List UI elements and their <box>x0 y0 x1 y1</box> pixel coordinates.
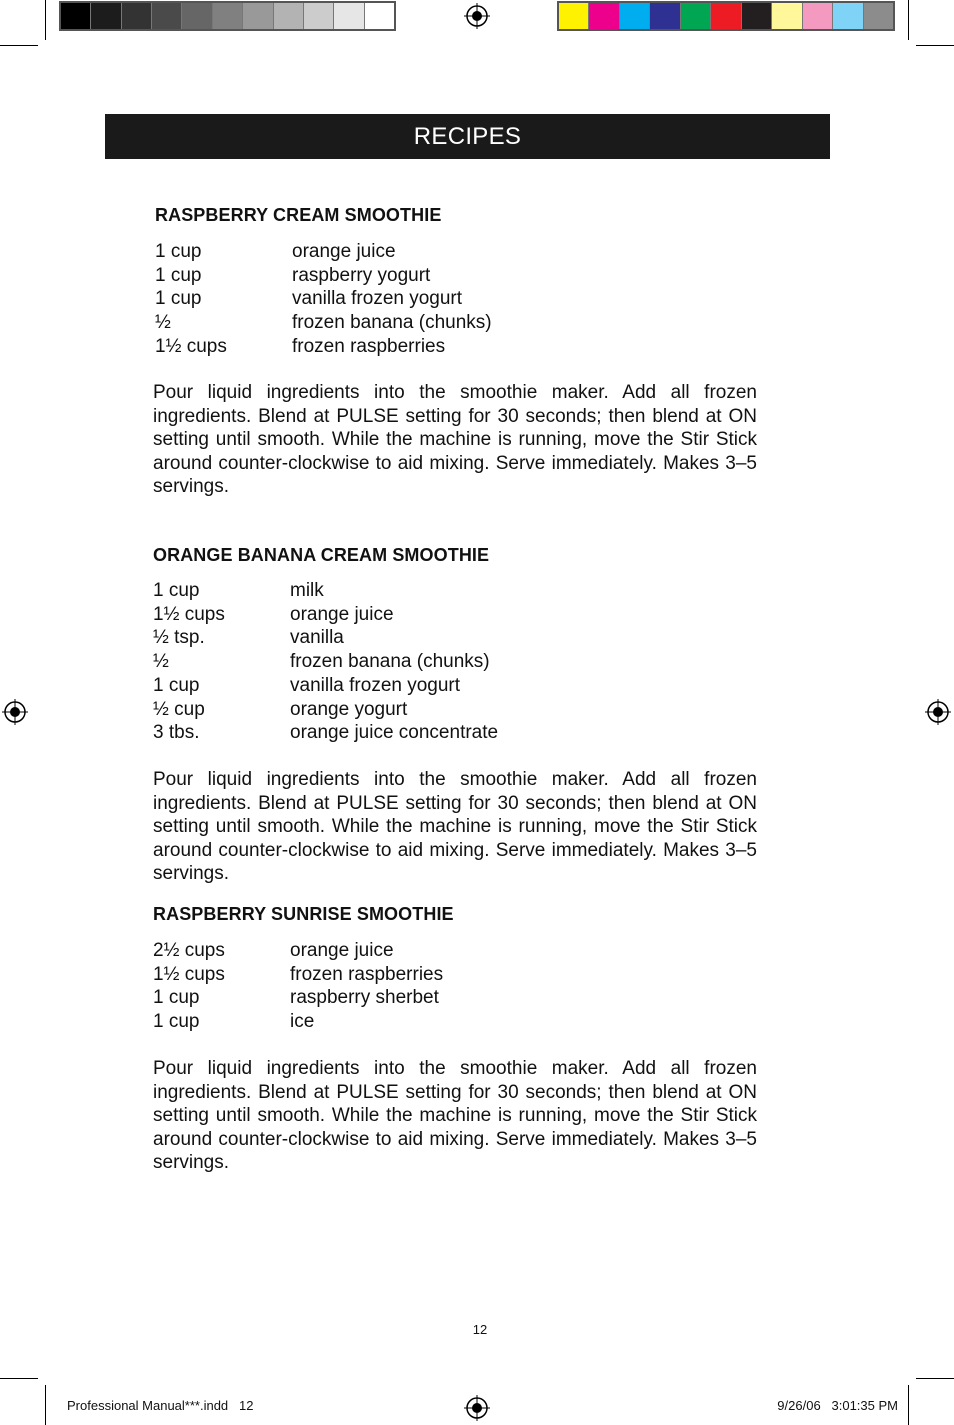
ingredient-quantity: 2½ cups <box>153 940 225 961</box>
ingredient-row <box>153 986 443 1010</box>
ingredient-name: vanilla <box>290 627 344 649</box>
ingredient-quantity: 1 cup <box>153 987 200 1009</box>
recipe-title: ORANGE BANANA CREAM SMOOTHIE <box>153 545 490 565</box>
color-swatch <box>334 3 364 29</box>
crop-mark <box>0 1378 38 1379</box>
color-swatch <box>213 3 243 29</box>
ingredient-name: orange juice <box>290 603 394 625</box>
ingredient-name: orange juice <box>292 241 396 262</box>
ingredient-row <box>153 674 498 698</box>
color-swatch <box>182 3 212 29</box>
crop-mark <box>0 45 38 46</box>
registration-mark-icon <box>925 699 951 725</box>
crop-mark <box>45 0 46 40</box>
ingredient-quantity: ½ cup <box>153 698 205 720</box>
color-swatch <box>620 3 650 29</box>
ingredient-quantity: 1 cup <box>153 580 200 601</box>
ingredient-row <box>153 650 498 674</box>
color-swatch <box>681 3 711 29</box>
crop-mark <box>916 45 954 46</box>
registration-mark-icon <box>464 1395 490 1421</box>
crop-mark <box>908 1385 909 1425</box>
ingredient-quantity: 1 cup <box>155 264 202 286</box>
ingredient-name: frozen raspberries <box>290 963 444 985</box>
color-swatch <box>243 3 273 29</box>
color-swatch <box>772 3 802 29</box>
ingredient-quantity: 3 tbs. <box>153 722 200 744</box>
ingredient-name: raspberry sherbet <box>290 987 439 1009</box>
ingredient-row <box>153 963 443 987</box>
ingredient-name: vanilla frozen yogurt <box>292 288 463 310</box>
ingredient-name: ice <box>290 1011 315 1033</box>
recipe-instructions: Pour liquid ingredients into the smoothie maker. Add all frozen ingredients. Blend at PULSE setting for 30 seconds; then blend at ON setting until smooth. While the machine is running, move the Stir Stick around counter-clockwise to aid mixing. Serve immediately. Makes 3–5 servings. <box>153 382 757 498</box>
color-swatch <box>91 3 121 29</box>
ingredient-row <box>153 939 443 963</box>
page-title: RECIPES <box>413 122 522 150</box>
ingredient-name: frozen banana (chunks) <box>290 651 490 673</box>
ingredient-quantity: 1 cup <box>155 288 202 310</box>
ingredient-quantity: 1 cup <box>153 1011 200 1033</box>
color-swatch <box>365 3 394 29</box>
ingredient-row <box>155 264 492 288</box>
section-header-band <box>105 114 830 159</box>
recipe-title: RASPBERRY SUNRISE SMOOTHIE <box>153 904 454 924</box>
color-swatch <box>803 3 833 29</box>
ingredient-quantity: 1 cup <box>153 674 200 696</box>
registration-mark-icon <box>464 3 490 29</box>
ingredient-row <box>155 335 492 359</box>
ingredient-quantity: ½ <box>153 651 169 673</box>
color-swatch <box>304 3 334 29</box>
ingredient-row <box>153 698 498 722</box>
ingredient-quantity: 1½ cups <box>155 335 227 357</box>
color-swatch <box>589 3 619 29</box>
footer-timestamp: 9/26/06 3:01:35 PM <box>777 1398 898 1413</box>
ingredient-name: vanilla frozen yogurt <box>290 674 461 696</box>
crop-mark <box>45 1385 46 1425</box>
color-swatch <box>650 3 680 29</box>
ingredient-list <box>153 579 498 745</box>
ingredient-name: orange juice <box>290 940 394 961</box>
ingredient-quantity: ½ <box>155 312 171 334</box>
ingredient-quantity: 1½ cups <box>153 603 225 625</box>
ingredient-row <box>155 311 492 335</box>
color-swatch <box>152 3 182 29</box>
recipe-instructions: Pour liquid ingredients into the smoothie maker. Add all frozen ingredients. Blend at PULSE setting for 30 seconds; then blend at ON setting until smooth. While the machine is running, move the Stir Stick around counter-clockwise to aid mixing. Serve immediately. Makes 3–5 servings. <box>153 1058 757 1174</box>
ingredient-name: raspberry yogurt <box>292 264 431 286</box>
ingredient-list <box>153 939 443 1034</box>
color-swatch <box>61 3 91 29</box>
recipe-title: RASPBERRY CREAM SMOOTHIE <box>155 205 442 225</box>
crop-mark <box>908 0 909 40</box>
grayscale-color-bar <box>59 1 396 31</box>
ingredient-row <box>153 721 498 745</box>
ingredient-row <box>155 240 492 264</box>
ingredient-row <box>153 603 498 627</box>
ingredient-name: orange yogurt <box>290 698 408 720</box>
color-swatch <box>122 3 152 29</box>
ingredient-row <box>153 1010 443 1034</box>
ingredient-quantity: ½ tsp. <box>153 627 205 649</box>
color-swatch <box>833 3 863 29</box>
recipe-instructions: Pour liquid ingredients into the smoothie maker. Add all frozen ingredients. Blend at PULSE setting for 30 seconds; then blend at ON setting until smooth. While the machine is running, move the Stir Stick around counter-clockwise to aid mixing. Serve immediately. Makes 3–5 servings. <box>153 769 757 885</box>
ingredient-name: milk <box>290 580 324 601</box>
page-number: 12 <box>472 1322 488 1337</box>
color-swatch <box>864 3 893 29</box>
ingredient-list <box>155 240 492 359</box>
ingredient-name: frozen banana (chunks) <box>292 312 492 334</box>
crop-mark <box>916 1378 954 1379</box>
ingredient-quantity: 1½ cups <box>153 963 225 985</box>
color-swatch <box>711 3 741 29</box>
ingredient-name: frozen raspberries <box>292 335 446 357</box>
color-swatch <box>559 3 589 29</box>
color-swatch <box>274 3 304 29</box>
ingredient-row <box>153 626 498 650</box>
registration-mark-icon <box>2 699 28 725</box>
ingredient-quantity: 1 cup <box>155 241 202 262</box>
color-swatch <box>742 3 772 29</box>
ingredient-row <box>155 287 492 311</box>
ingredient-row <box>153 579 498 603</box>
ingredient-name: orange juice concentrate <box>290 722 499 744</box>
footer-file-info: Professional Manual***.indd 12 <box>67 1398 254 1413</box>
process-color-bar <box>557 1 895 31</box>
